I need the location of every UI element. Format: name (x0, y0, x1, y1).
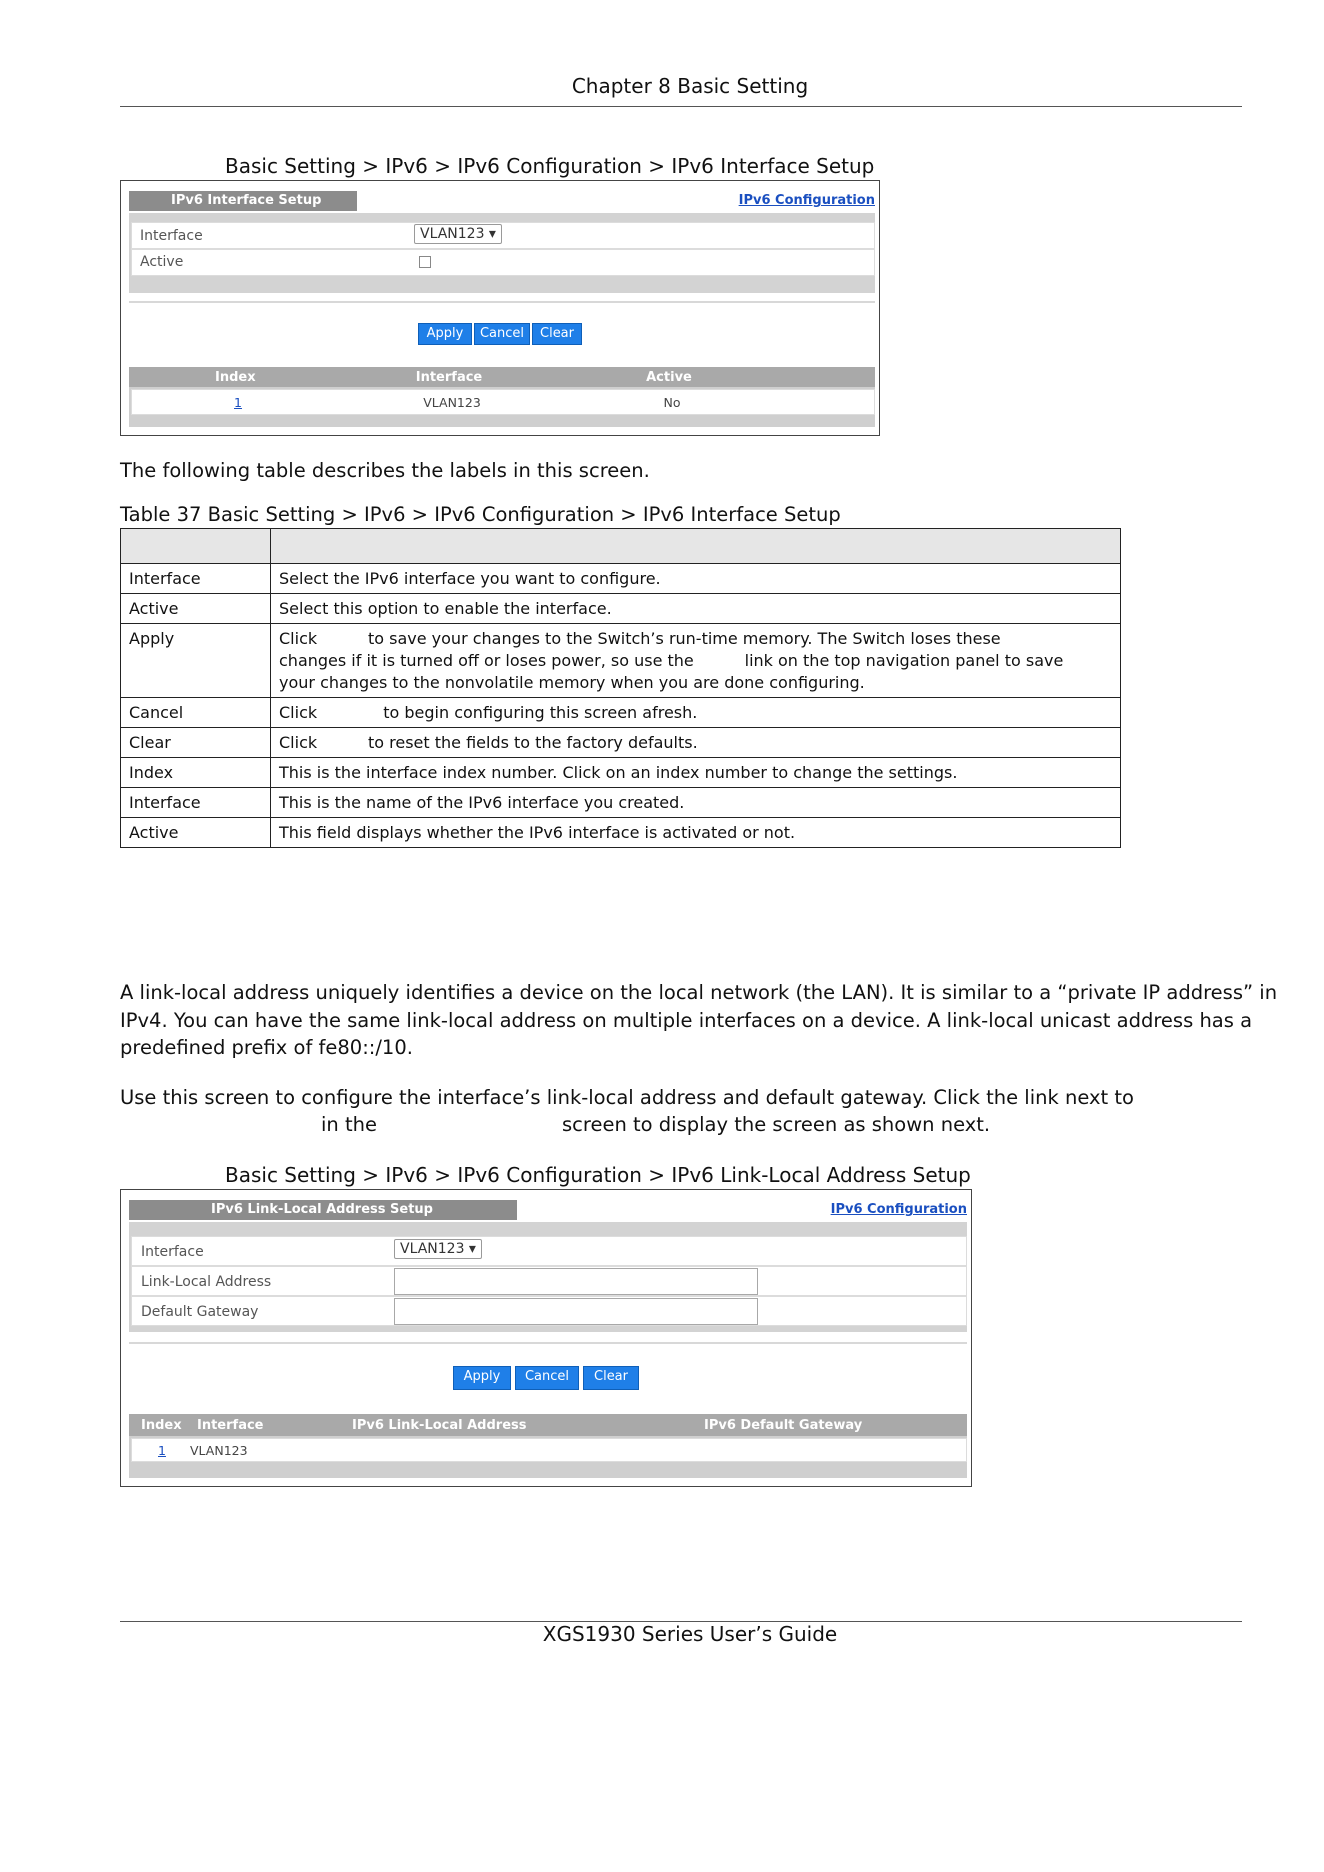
col-index-header: Index (141, 1418, 182, 1433)
table37-label: Interface (121, 788, 271, 818)
usage-paragraph-line2b: screen to display the screen as shown next. (562, 1113, 991, 1136)
figure1-divider (129, 301, 875, 303)
row-active: No (663, 395, 681, 410)
figure2-screenshot (120, 1189, 972, 1487)
col-active-header: Active (646, 370, 692, 385)
col-link-local-header: IPv6 Link-Local Address (352, 1418, 527, 1433)
active-label: Active (140, 254, 184, 270)
usage-paragraph-line2a: in the (321, 1113, 377, 1136)
table37-desc: Select the IPv6 interface you want to configure. (271, 564, 1121, 594)
clear-button[interactable]: Clear (532, 323, 582, 345)
col-interface-header: Interface (415, 370, 483, 385)
row-index-link[interactable]: 1 (234, 395, 242, 410)
table37-label: Active (121, 594, 271, 624)
figure2-caption: Basic Setting > IPv6 > IPv6 Configuration > IPv6 Link-Local Address Setup (225, 1163, 971, 1187)
cancel-button[interactable]: Cancel (474, 323, 530, 345)
figure1-active-row (131, 249, 875, 276)
figure1-interface-row (131, 222, 875, 249)
figure2-divider (129, 1342, 967, 1344)
table37-desc: Select this option to enable the interface. (271, 594, 1121, 624)
figure2-list-header (129, 1414, 967, 1436)
usage-paragraph-line1: Use this screen to configure the interface’s link-local address and default gateway. Click the link next to (120, 1086, 1134, 1109)
table37-label: Active (121, 818, 271, 848)
table37-desc: This is the name of the IPv6 interface you created. (271, 788, 1121, 818)
table37-desc: This field displays whether the IPv6 interface is activated or not. (271, 818, 1121, 848)
figure1-screenshot (120, 180, 880, 436)
figure1-caption: Basic Setting > IPv6 > IPv6 Configuration > IPv6 Interface Setup (225, 154, 875, 178)
default-gateway-input[interactable] (394, 1298, 758, 1325)
intro-text: The following table describes the labels in this screen. (120, 459, 650, 482)
link-local-paragraph: A link-local address uniquely identifies a device on the local network (the LAN). It is similar to a “private IP address” in IPv4. You can have the same link-local address on multiple interfaces on a device. A link-local unicast address has a predefined prefix of fe80::/10. (120, 981, 1278, 1059)
interface-label: Interface (141, 1244, 204, 1260)
link-local-address-input[interactable] (394, 1268, 758, 1295)
table-row (131, 389, 875, 415)
table37 (120, 528, 1121, 848)
table37-label: Index (121, 758, 271, 788)
apply-button[interactable]: Apply (418, 323, 472, 345)
interface-label: Interface (140, 228, 203, 244)
link-local-address-label: Link-Local Address (141, 1274, 272, 1290)
page-footer: XGS1930 Series User’s Guide (542, 1622, 838, 1646)
col-index-header: Index (215, 370, 256, 385)
clear-button[interactable]: Clear (583, 1366, 639, 1390)
table-row (131, 1438, 967, 1462)
figure1-title: IPv6 Interface Setup (129, 191, 357, 211)
figure2-title: IPv6 Link-Local Address Setup (129, 1200, 517, 1220)
row-interface: VLAN123 (423, 395, 481, 410)
interface-select[interactable]: VLAN123 ▾ (414, 224, 502, 244)
col-interface-header: Interface (197, 1418, 264, 1433)
apply-button[interactable]: Apply (453, 1366, 511, 1390)
figure2-config-link[interactable]: IPv6 Configuration (830, 1202, 967, 1217)
table37-label: Interface (121, 564, 271, 594)
row-index-link[interactable]: 1 (158, 1443, 166, 1458)
col-gateway-header: IPv6 Default Gateway (704, 1418, 863, 1433)
table37-caption: Table 37 Basic Setting > IPv6 > IPv6 Configuration > IPv6 Interface Setup (120, 503, 841, 526)
table37-desc: This is the interface index number. Click on an index number to change the settings. (271, 758, 1121, 788)
figure1-config-link[interactable]: IPv6 Configuration (738, 193, 875, 208)
page-header: Chapter 8 Basic Setting (571, 74, 809, 98)
table37-label: Apply (121, 624, 271, 698)
table37-desc: Click to save your changes to the Switch’s run-time memory. The Switch loses these changes if it is turned off or loses power, so use the link on the top navigation panel to save your changes to the nonvolatile memory when you are done configuring. (271, 624, 1121, 698)
active-checkbox[interactable] (419, 256, 431, 268)
figure2-interface-row (131, 1236, 967, 1266)
figure2-gateway-row (131, 1296, 967, 1326)
interface-select[interactable]: VLAN123 ▾ (394, 1239, 482, 1259)
default-gateway-label: Default Gateway (141, 1304, 259, 1320)
header-rule (120, 106, 1242, 107)
table37-label: Cancel (121, 698, 271, 728)
figure1-list-header (129, 367, 875, 387)
table37-label: Clear (121, 728, 271, 758)
table37-desc: Click to reset the fields to the factory defaults. (271, 728, 1121, 758)
cancel-button[interactable]: Cancel (515, 1366, 579, 1390)
figure2-linklocal-row (131, 1266, 967, 1296)
row-interface: VLAN123 (190, 1443, 248, 1458)
table37-desc: Click to begin configuring this screen afresh. (271, 698, 1121, 728)
